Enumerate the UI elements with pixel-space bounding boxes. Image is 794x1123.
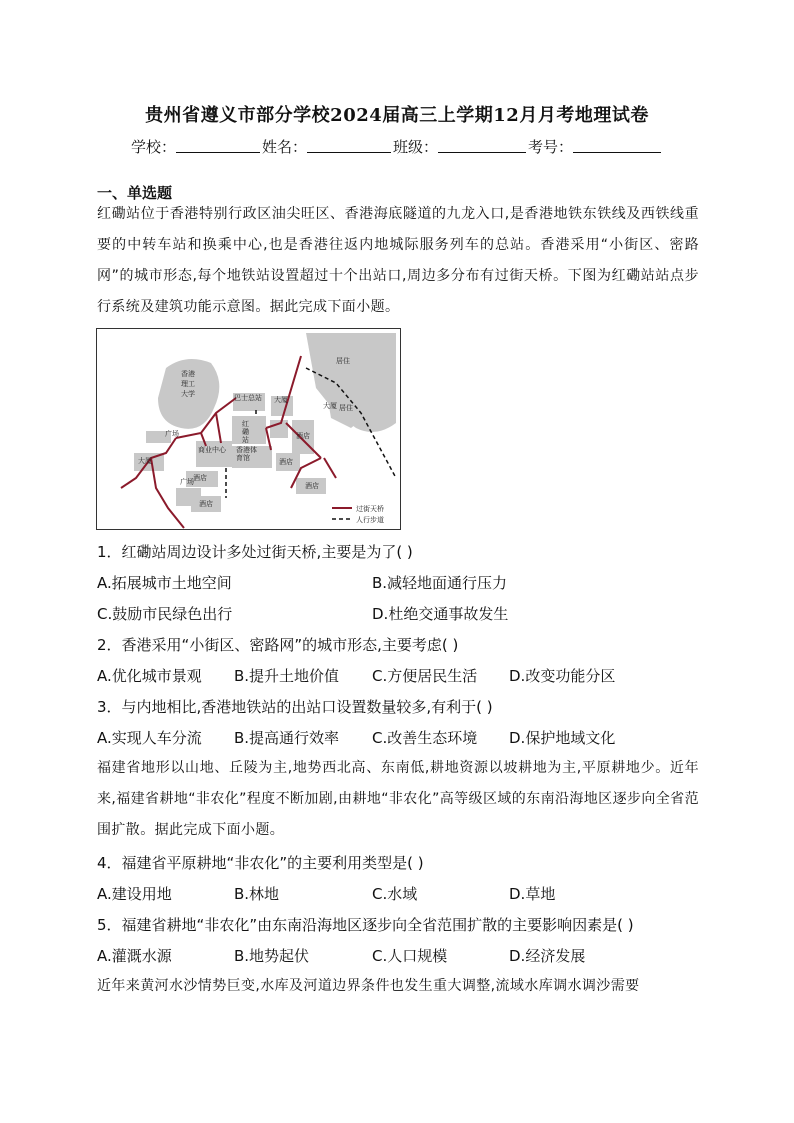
name-blank[interactable] (307, 136, 391, 153)
question-5-option-a[interactable]: A.灌溉水源 (97, 947, 172, 965)
question-2-option-c[interactable]: C.方便居民生活 (372, 667, 478, 685)
question-2-option-b[interactable]: B.提升土地价值 (234, 667, 340, 685)
question-3-option-b[interactable]: B.提高通行效率 (234, 729, 340, 747)
business-center-block (196, 441, 232, 467)
map-svg (96, 328, 401, 530)
question-3-option-c[interactable]: C.改善生态环境 (372, 729, 478, 747)
label-residence-1: 居住 (336, 357, 350, 365)
label-coliseum-2: 育馆 (236, 454, 250, 462)
question-4-option-c[interactable]: C.水域 (372, 885, 418, 903)
question-1-option-b[interactable]: B.减轻地面通行压力 (372, 574, 508, 592)
label-tower-1: 大厦 (274, 396, 288, 404)
question-5-option-b[interactable]: B.地势起伏 (234, 947, 310, 965)
label-polyu-3: 大学 (181, 390, 195, 398)
label-station-2: 磡 (242, 428, 249, 436)
label-bus-station: 巴士总站 (234, 394, 262, 402)
question-4-option-a[interactable]: A.建设用地 (97, 885, 172, 903)
label-tower-3: 大厦 (323, 402, 337, 410)
question-3-option-d[interactable]: D.保护地域文化 (509, 729, 616, 747)
question-2-option-d[interactable]: D.改变功能分区 (509, 667, 616, 685)
student-info-line (0, 136, 794, 157)
school-blank[interactable] (176, 136, 260, 153)
question-5-option-d[interactable]: D.经济发展 (509, 947, 586, 965)
label-business-center: 商业中心 (198, 446, 226, 454)
label-plaza-1: 广场 (165, 430, 179, 438)
label-plaza-2: 广场 (180, 478, 194, 486)
passage-fujian: 福建省地形以山地、丘陵为主,地势西北高、东南低,耕地资源以坡耕地为主,平原耕地少。近年来,福建省耕地“非农化”程度不断加剧,由耕地“非农化”高等级区域的东南沿海地区逐步向全省范围扩散。据此完成下面小题。 (97, 760, 699, 838)
question-4-option-d[interactable]: D.草地 (509, 885, 556, 903)
id-label: 考号： (528, 138, 574, 156)
passage-hunghom: 红磡站位于香港特别行政区油尖旺区、香港海底隧道的九龙入口,是香港地铁东铁线及西铁线重要的中转车站和换乘中心,也是香港往返内地城际服务列车的总站。香港采用“小街区、密路网”的城市形态,每个地铁站设置超过十个出站口,周边多分布有过街天桥。下图为红磡站站点步行系统及建筑功能示意图。据此完成下面小题。 (97, 206, 699, 315)
legend-bridge-label: 过街天桥 (356, 505, 384, 513)
question-1-option-c[interactable]: C.鼓励市民绿色出行 (97, 605, 233, 623)
exam-title: 贵州省遵义市部分学校2024届高三上学期12月月考地理试卷 (145, 105, 649, 126)
label-hotel-1: 酒店 (296, 432, 310, 440)
question-3-stem: 3．与内地相比,香港地铁站的出站口设置数量较多,有利于( ) (97, 698, 493, 716)
label-hotel-2: 酒店 (279, 458, 293, 466)
question-1-option-a[interactable]: A.拓展城市土地空间 (97, 574, 232, 592)
passage-yellow-river: 近年来黄河水沙情势巨变,水库及河道边界条件也发生重大调整,流域水库调水调沙需要 (97, 978, 640, 994)
label-hotel-3: 酒店 (193, 474, 207, 482)
label-hotel-5: 酒店 (305, 482, 319, 490)
class-blank[interactable] (438, 136, 526, 153)
station-block (232, 416, 266, 444)
question-2-stem: 2．香港采用“小街区、密路网”的城市形态,主要考虑( ) (97, 636, 459, 654)
label-polyu-2: 理工 (181, 380, 195, 388)
label-coliseum-1: 香港体 (236, 446, 257, 454)
label-station-3: 站 (242, 436, 249, 444)
label-residence-2: 居住 (339, 404, 353, 412)
id-blank[interactable] (573, 136, 661, 153)
section-heading: 一、单选题 (97, 184, 173, 202)
name-label: 姓名： (261, 138, 307, 156)
label-station-1: 红 (242, 420, 249, 428)
question-3-option-a[interactable]: A.实现人车分流 (97, 729, 202, 747)
question-4-option-b[interactable]: B.林地 (234, 885, 280, 903)
label-polyu-1: 香港 (181, 370, 195, 378)
class-label: 班级： (393, 138, 439, 156)
question-1-option-d[interactable]: D.杜绝交通事故发生 (372, 605, 509, 623)
label-tower-2: 大厦 (138, 457, 152, 465)
hunghom-station-map (96, 328, 401, 530)
question-2-option-a[interactable]: A.优化城市景观 (97, 667, 202, 685)
question-4-stem: 4．福建省平原耕地“非农化”的主要利用类型是( ) (97, 854, 424, 872)
question-5-stem: 5．福建省耕地“非农化”由东南沿海地区逐步向全省范围扩散的主要影响因素是( ) (97, 916, 634, 934)
label-hotel-4: 酒店 (199, 500, 213, 508)
question-5-option-c[interactable]: C.人口规模 (372, 947, 448, 965)
school-label: 学校： (130, 138, 176, 156)
question-1-stem: 1．红磡站周边设计多处过街天桥,主要是为了( ) (97, 543, 413, 561)
legend-walkway-label: 人行步道 (356, 516, 384, 524)
